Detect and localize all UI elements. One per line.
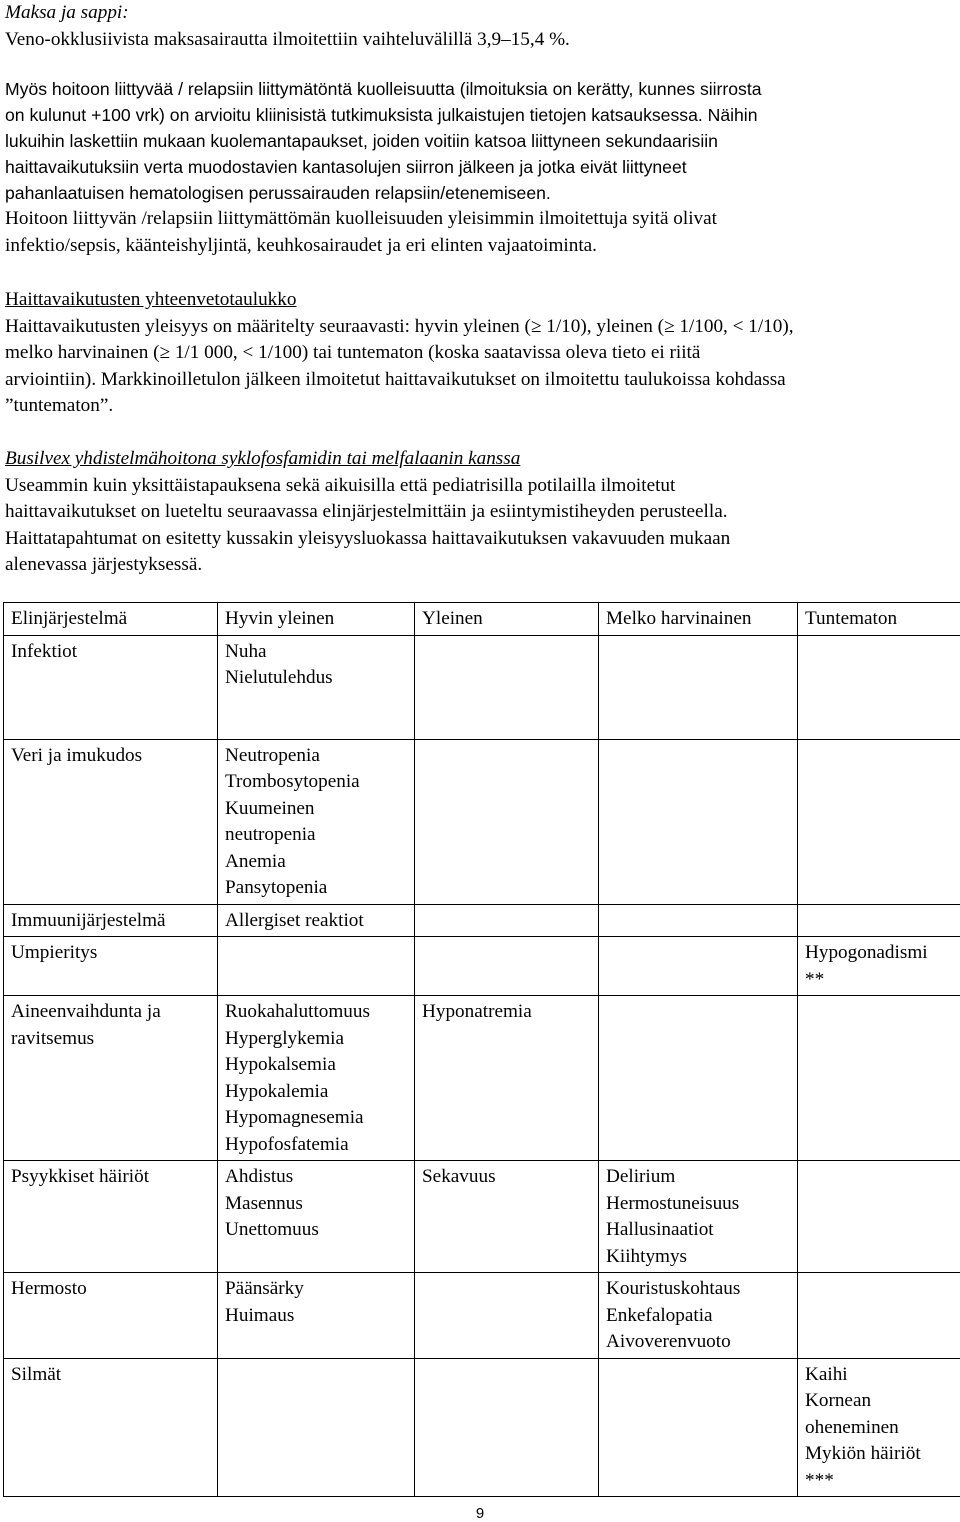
uncommon-cell [599, 1273, 798, 1359]
organ-cell: Aineenvaihdunta ja ravitsemus [4, 996, 218, 1161]
adverse-reactions-table [3, 602, 960, 1497]
header-very-common: Hyvin yleinen [218, 603, 415, 636]
reaction-item: Ahdistus [225, 1166, 294, 1187]
reaction-item: Ruokahaluttomuus [225, 1001, 370, 1022]
reaction-item: neutropenia [225, 824, 316, 845]
reaction-item: Aivoverenvuoto [606, 1331, 731, 1352]
common-cell [415, 739, 599, 904]
reaction-item: Delirium [606, 1166, 676, 1187]
reaction-item: Pansytopenia [225, 877, 328, 898]
reaction-item: *** [805, 1469, 834, 1491]
reaction-item: Huimaus [225, 1304, 295, 1326]
very-common-cell [218, 635, 415, 739]
combination-section [5, 446, 955, 579]
page-number: 9 [475, 1505, 485, 1522]
combination-line: alenevassa järjestyksessä. [5, 554, 203, 575]
uncommon-cell [599, 1161, 798, 1273]
unknown-cell [798, 937, 960, 996]
organ-cell: Silmät [4, 1358, 218, 1497]
reaction-item: Nuha [225, 640, 267, 662]
reaction-item: Mykiön häiriöt [805, 1443, 921, 1464]
reaction-item: Hypomagnesemia [225, 1107, 364, 1128]
reaction-item: Hallusinaatiot [606, 1219, 714, 1240]
summary-line: Haittavaikutusten yleisyys on määritelty seuraavasti: hyvin yleinen (≥ 1/10), yleinen (≥ 1/100, < 1/10), [5, 315, 794, 337]
reaction-item: Anemia [225, 850, 286, 872]
unknown-cell [798, 1161, 960, 1273]
reaction-item: Kiihtymys [606, 1245, 688, 1267]
header-organ-system: Elinjärjestelmä [4, 603, 218, 636]
liver-section [5, 0, 955, 53]
very-common-cell [218, 1358, 415, 1497]
common-cell [415, 1273, 599, 1359]
summary-line: ”tuntematon”. [5, 395, 114, 416]
mortality-paragraph [5, 76, 955, 259]
reaction-item: ** [805, 968, 825, 990]
reaction-item: Hypokalsemia [225, 1054, 336, 1075]
very-common-cell [218, 996, 415, 1161]
table-row [4, 996, 960, 1161]
liver-heading: Maksa ja sappi: [5, 2, 129, 23]
uncommon-cell [599, 635, 798, 739]
header-unknown: Tuntematon [798, 603, 960, 636]
uncommon-cell [599, 1358, 798, 1497]
combination-line: Useammin kuin yksittäistapauksena sekä aikuisilla että pediatrisilla potilailla ilmoitetut [5, 474, 676, 496]
reaction-item: Kornean [805, 1390, 872, 1411]
mortality-line: infektio/sepsis, käänteishyljintä, keuhkosairaudet ja eri elinten vajaatoiminta. [5, 234, 597, 256]
header-uncommon: Melko harvinainen [599, 603, 798, 636]
organ-cell: Veri ja imukudos [4, 739, 218, 904]
combination-heading: Busilvex yhdistelmähoitona syklofosfamidin tai melfalaanin kanssa [5, 448, 521, 469]
organ-cell: Infektiot [4, 635, 218, 739]
unknown-cell [798, 739, 960, 904]
reaction-item: Hermostuneisuus [606, 1192, 740, 1214]
table-row [4, 1273, 960, 1359]
summary-section [5, 287, 955, 420]
reaction-item: Päänsärky [225, 1278, 304, 1299]
reaction-item: Allergiset reaktiot [225, 909, 364, 931]
reaction-item: Masennus [225, 1192, 303, 1214]
reaction-item: Kouristuskohtaus [606, 1278, 741, 1299]
very-common-cell [218, 904, 415, 937]
reaction-item: Kuumeinen [225, 797, 315, 819]
liver-text: Veno-okklusiivista maksasairautta ilmoitettiin vaihteluvälillä 3,9–15,4 %. [5, 28, 570, 50]
summary-heading: Haittavaikutusten yhteenvetotaulukko [5, 289, 297, 310]
common-cell [415, 904, 599, 937]
unknown-cell [798, 1358, 960, 1497]
table-row [4, 937, 960, 996]
header-common: Yleinen [415, 603, 599, 636]
reaction-item: Nielutulehdus [225, 667, 333, 688]
reaction-item: Sekavuus [422, 1166, 496, 1187]
common-cell [415, 996, 599, 1161]
mortality-line: Myös hoitoon liittyvää / relapsiin liittymätöntä kuolleisuutta (ilmoituksia on kerätty, kunnes siirrosta [5, 79, 762, 99]
reaction-item: Hypokalemia [225, 1080, 329, 1102]
mortality-line: Hoitoon liittyvän /relapsiin liittymättömän kuolleisuuden yleisimmin ilmoitettuja syitä olivat [5, 208, 717, 229]
table-row [4, 1161, 960, 1273]
reaction-item: oheneminen [805, 1416, 899, 1438]
unknown-cell [798, 1273, 960, 1359]
common-cell [415, 1161, 599, 1273]
organ-cell: Psyykkiset häiriöt [4, 1161, 218, 1273]
common-cell [415, 635, 599, 739]
mortality-line: haittavaikutuksiin verta muodostavien kantasolujen siirron jälkeen ja jotka eivät liittyneet [5, 157, 687, 177]
reaction-item: Hypofosfatemia [225, 1133, 349, 1155]
combination-line: Haittatapahtumat on esitetty kussakin yleisyysluokassa haittavaikutuksen vakavuuden mukaan [5, 527, 731, 549]
mortality-line: on kulunut +100 vrk) on arvioitu kliinisistä tutkimuksista julkaistujen tietojen katsauksessa. Näihin [5, 105, 758, 125]
common-cell [415, 1358, 599, 1497]
unknown-cell [798, 635, 960, 739]
uncommon-cell [599, 904, 798, 937]
reaction-item: Unettomuus [225, 1219, 319, 1240]
table-row [4, 904, 960, 937]
reaction-item: Enkefalopatia [606, 1304, 713, 1326]
reaction-item: Hypogonadismi [805, 942, 928, 963]
organ-cell: Umpieritys [4, 937, 218, 996]
reaction-item: Hyperglykemia [225, 1027, 345, 1049]
mortality-line: lukuihin laskettiin mukaan kuolemantapaukset, joiden voitiin katsoa liittyneen sekundaarisiin [5, 131, 718, 151]
table-row [4, 739, 960, 904]
uncommon-cell [599, 739, 798, 904]
unknown-cell [798, 904, 960, 937]
very-common-cell [218, 1273, 415, 1359]
very-common-cell [218, 1161, 415, 1273]
combination-line: haittavaikutukset on lueteltu seuraavassa elinjärjestelmittäin ja esiintymistiheyden perusteella. [5, 501, 728, 522]
mortality-line: pahanlaatuisen hematologisen perussairauden relapsiin/etenemiseen. [5, 183, 551, 203]
summary-line: melko harvinainen (≥ 1/1 000, < 1/100) tai tuntematon (koska saatavissa oleva tieto ei riitä [5, 342, 701, 363]
table-row [4, 635, 960, 739]
reaction-item: Neutropenia [225, 744, 320, 766]
very-common-cell [218, 739, 415, 904]
reaction-item: Hyponatremia [422, 1001, 532, 1022]
organ-cell: Immuunijärjestelmä [4, 904, 218, 937]
summary-line: arviointiin). Markkinoilletulon jälkeen ilmoitetut haittavaikutukset on ilmoitettu taulukoissa kohdassa [5, 368, 786, 390]
reaction-item: Kaihi [805, 1363, 848, 1385]
table-header-row [4, 603, 960, 636]
organ-cell: Hermosto [4, 1273, 218, 1359]
unknown-cell [798, 996, 960, 1161]
reaction-item: Trombosytopenia [225, 771, 360, 792]
uncommon-cell [599, 937, 798, 996]
common-cell [415, 937, 599, 996]
uncommon-cell [599, 996, 798, 1161]
very-common-cell [218, 937, 415, 996]
table-row [4, 1358, 960, 1497]
